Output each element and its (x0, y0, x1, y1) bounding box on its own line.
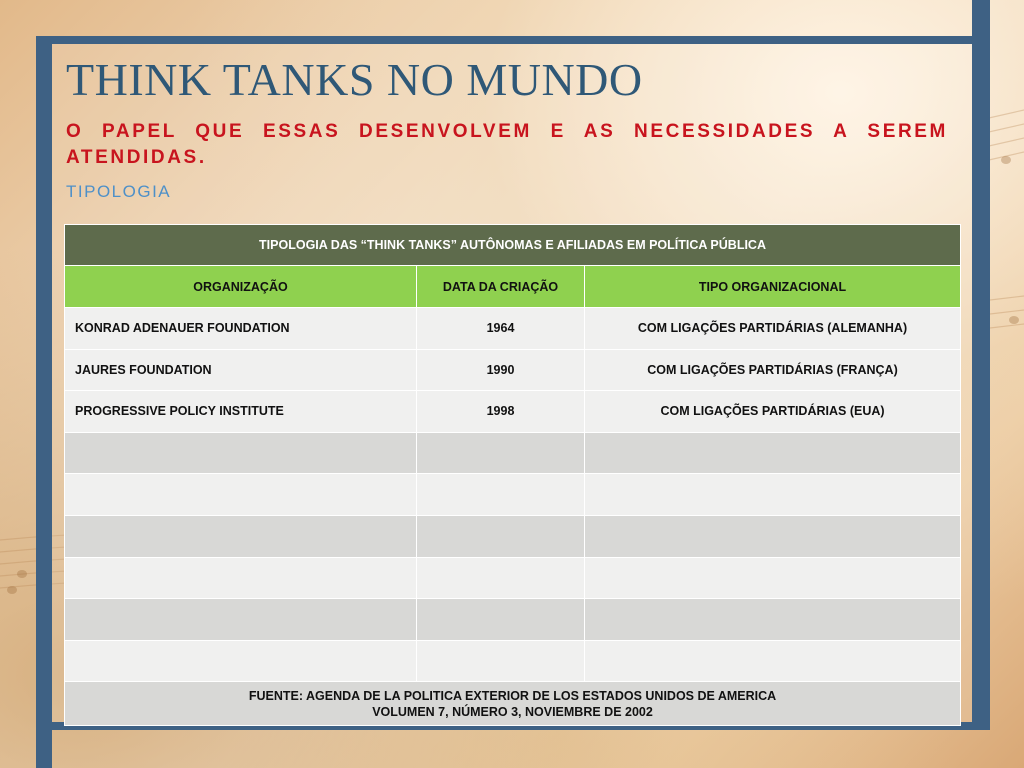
cell-organization (65, 432, 417, 474)
typology-table (64, 224, 961, 726)
column-header-organization: ORGANIZAÇÃO (65, 266, 417, 308)
cell-creation-date: 1998 (417, 391, 585, 433)
cell-organizational-type: COM LIGAÇÕES PARTIDÁRIAS (EUA) (585, 391, 961, 433)
table-row (65, 432, 961, 474)
cell-organization (65, 557, 417, 599)
cell-organization (65, 599, 417, 641)
cell-organizational-type: COM LIGAÇÕES PARTIDÁRIAS (FRANÇA) (585, 349, 961, 391)
cell-creation-date (417, 515, 585, 557)
cell-creation-date (417, 432, 585, 474)
column-header-organizational-type: TIPO ORGANIZACIONAL (585, 266, 961, 308)
cell-creation-date: 1964 (417, 308, 585, 350)
table-row (65, 599, 961, 641)
section-label: TIPOLOGIA (66, 182, 172, 201)
slide-frame-left-bar (36, 36, 52, 768)
table-source-note (65, 682, 961, 726)
table-header-row (65, 266, 961, 308)
table-source-row (65, 682, 961, 726)
cell-creation-date (417, 557, 585, 599)
slide-title: THINK TANKS NO MUNDO (66, 54, 643, 105)
cell-organizational-type (585, 474, 961, 516)
cell-organization (65, 515, 417, 557)
cell-organizational-type: COM LIGAÇÕES PARTIDÁRIAS (ALEMANHA) (585, 308, 961, 350)
table-row (65, 391, 961, 433)
table-caption: TIPOLOGIA DAS “THINK TANKS” AUTÔNOMAS E AFILIADAS EM POLÍTICA PÚBLICA (65, 225, 961, 266)
source-line-1: FUENTE: AGENDA DE LA POLITICA EXTERIOR DE LOS ESTADOS UNIDOS DE AMERICA (248, 688, 777, 703)
table-caption-row (65, 225, 961, 266)
table-row (65, 308, 961, 350)
cell-organizational-type (585, 432, 961, 474)
cell-creation-date (417, 640, 585, 682)
cell-organization: KONRAD ADENAUER FOUNDATION (65, 308, 417, 350)
cell-organization (65, 640, 417, 682)
table-row (65, 515, 961, 557)
table-row (65, 474, 961, 516)
cell-creation-date (417, 474, 585, 516)
slide-subtitle: O PAPEL QUE ESSAS DESENVOLVEM E AS NECESSIDADES A SEREM ATENDIDAS. (66, 121, 948, 168)
cell-organizational-type (585, 599, 961, 641)
cell-organizational-type (585, 515, 961, 557)
cell-creation-date (417, 599, 585, 641)
table-row (65, 640, 961, 682)
cell-organizational-type (585, 640, 961, 682)
cell-organizational-type (585, 557, 961, 599)
cell-organization: PROGRESSIVE POLICY INSTITUTE (65, 391, 417, 433)
cell-organization (65, 474, 417, 516)
table-row (65, 349, 961, 391)
source-line-2: VOLUMEN 7, NÚMERO 3, NOVIEMBRE DE 2002 (372, 704, 653, 719)
cell-creation-date: 1990 (417, 349, 585, 391)
column-header-creation-date: DATA DA CRIAÇÃO (417, 266, 585, 308)
table-row (65, 557, 961, 599)
slide-frame-right-bar (972, 0, 990, 730)
cell-organization: JAURES FOUNDATION (65, 349, 417, 391)
